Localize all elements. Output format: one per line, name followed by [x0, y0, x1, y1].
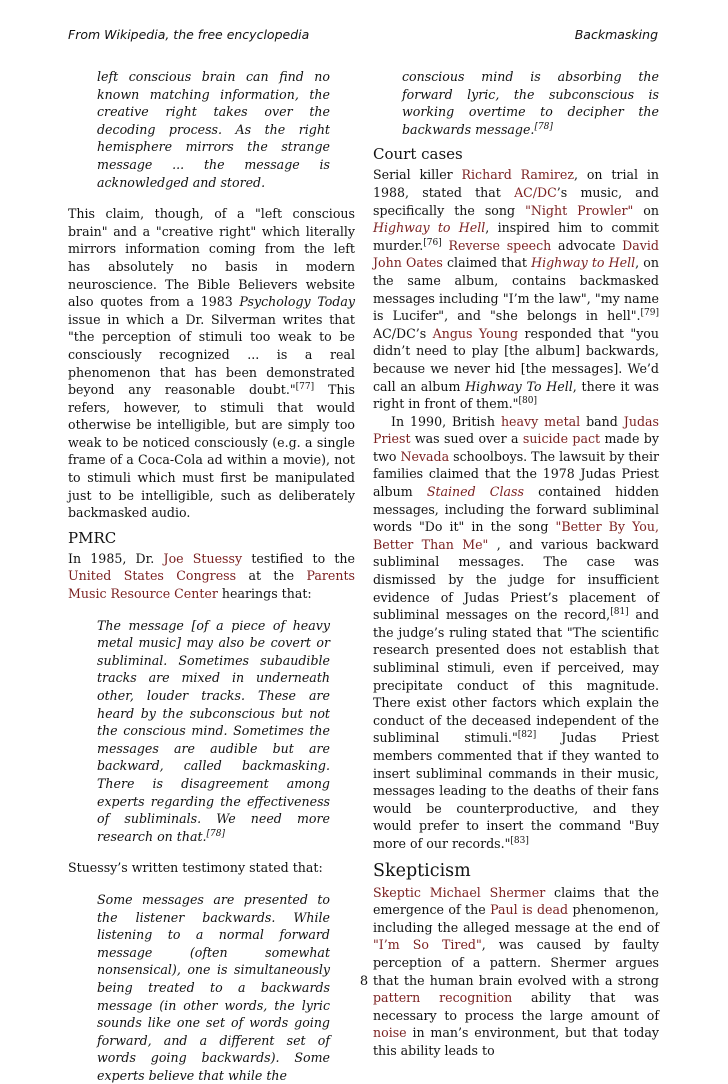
- citation-ref[interactable]: [79]: [640, 308, 659, 319]
- paragraph-testimony: Stuessy’s written testimony stated that:: [68, 860, 323, 876]
- citation-ref[interactable]: [76]: [423, 237, 442, 248]
- link-joe-stuessy[interactable]: Joe Stuessy: [163, 550, 243, 566]
- page-header: [68, 27, 658, 42]
- link-skeptic[interactable]: Skeptic: [373, 884, 421, 900]
- link-pattern-recognition[interactable]: pattern recognition: [373, 990, 513, 1006]
- paragraph-judas-priest: In 1990, British heavy metal band Judas Priest was sued over a suicide pact made by two Nevada schoolboys. The lawsuit by their families claimed that the 1978 Judas Priest album Stained Class contained hidden messages, including the forward subliminal words "Do it" in the song "Better By You, Better Than Me" , and various backward subliminal messages. The case was dismissed by the judge for insufficient evidence of Judas Priest’s placement of subliminal messages on the record,[81] and the judge’s ruling stated that "The scientific research presented does not establish that subliminal stimuli, even if perceived, may precipitate conduct of this magnitude. There exist other factors which explain the conduct of the deceased independent of the subliminal stimuli."[82] Judas Priest members commented that if they wanted to insert subliminal commands in their music, messages leading to the deaths of their fans would be counterproductive, and they would prefer to insert the command "Buy more of our records."[83]: [373, 413, 660, 851]
- paragraph-ramirez: Serial killer Richard Ramirez, on trial in 1988, stated that AC/DC’s music, and specifically the song "Night Prowler" on Highway to Hell, inspired him to commit murder.[76] Reverse speech advocate David John Oates claimed that Highway to Hell, on the same album, contains backmasked messages including "I’m the law", "my name is Lucifer", and "she belongs in hell".[79] AC/DC’s Angus Young responded that "you didn’t need to play [the album] backwards, because we never hid [the messages]. We’d call an album Highway To Hell, there it was right in front of them."[80]: [373, 167, 659, 412]
- link-judas-priest[interactable]: Judas Priest: [373, 413, 659, 447]
- paragraph-claim: This claim, though, of a "left conscious brain" and a "creative right" which literally mirrors information coming from the left has absolutely no basis in modern neuroscience. The Bible Believers website also quotes from a 1983 Psychology Today issue in which a Dr. Silverman writes that "the perception of stimuli too weak to be consciously recognized ... is a real phenomenon that has been demonstrated beyond any reasonable doubt."[77] This refers, however, to stimuli that would otherwise be intelligible, but are simply too weak to be noticed consciously (e.g. a single frame of a Coca-Cola ad within a movie), not to stimuli which must first be manipulated just to be intelligible, such as deliberately backmasked audio.: [68, 206, 356, 521]
- link-nevada[interactable]: Nevada: [400, 448, 450, 464]
- right-column: [373, 68, 659, 1059]
- blockquote-brain: left conscious brain can find no known matching information, the creative right takes over the decoding process. As the right hemisphere mirrors the strange message ... the message is acknowledged and stored.: [97, 69, 330, 190]
- link-night-prowler[interactable]: "Night Prowler": [525, 202, 634, 218]
- blockquote-continued: conscious mind is absorbing the forward lyric, the subconscious is working overtime to decipher the backwards message.[78]: [402, 69, 659, 137]
- link-angus-young[interactable]: Angus Young: [432, 325, 519, 341]
- citation-ref[interactable]: [78]: [534, 121, 553, 132]
- link-highway-to-hell-2[interactable]: Highway to Hell: [531, 255, 636, 271]
- citation-ref[interactable]: [83]: [510, 835, 529, 846]
- page-number: 8: [359, 974, 369, 989]
- blockquote-testimony: Some messages are presented to the listener backwards. While listening to a normal forward message (often somewhat nonsensical), one is simultaneously being treated to a backwards message (in other words, the lyric sounds like one set of words going forward, and a different set of words going backwards). Some experts believe that while the: [97, 891, 330, 1083]
- link-im-so-tired[interactable]: "I’m So Tired": [373, 937, 482, 953]
- link-acdc[interactable]: AC/DC: [514, 184, 557, 200]
- link-reverse-speech[interactable]: Reverse speech: [448, 237, 552, 253]
- link-suicide-pact[interactable]: suicide pact: [522, 431, 601, 447]
- link-david-john-oates[interactable]: David John Oates: [373, 237, 659, 271]
- link-noise[interactable]: noise: [373, 1025, 407, 1041]
- section-heading-court-cases: Court cases: [373, 145, 463, 164]
- section-heading-pmrc: PMRC: [68, 528, 117, 547]
- citation-ref[interactable]: [77]: [295, 382, 315, 393]
- paragraph-skepticism: Skeptic Michael Shermer claims that the emergence of the Paul is dead phenomenon, including the alleged message at the end of "I’m So Tired", was caused by faulty perception of a pattern. Shermer argues that the human brain evolved with a strong pattern recognition ability that was necessary to process the large amount of noise in man’s environment, but that today this ability leads to: [373, 884, 659, 1058]
- header-article-title: Backmasking: [574, 27, 658, 42]
- section-heading-skepticism: Skepticism: [373, 860, 471, 881]
- paragraph-pmrc: In 1985, Dr. Joe Stuessy testified to the United States Congress at the Parents Music Resource Center hearings that:: [68, 550, 355, 602]
- link-heavy-metal[interactable]: heavy metal: [500, 413, 581, 429]
- link-stained-class[interactable]: Stained Class: [426, 484, 524, 500]
- link-paul-is-dead[interactable]: Paul is dead: [490, 902, 569, 918]
- citation-ref[interactable]: [80]: [518, 396, 537, 407]
- citation-ref[interactable]: [81]: [610, 607, 629, 618]
- link-better-by-you[interactable]: "Better By You, Better Than Me": [373, 519, 660, 552]
- link-us-congress[interactable]: United States Congress: [68, 568, 237, 584]
- link-richard-ramirez[interactable]: Richard Ramirez: [461, 167, 574, 183]
- left-column: [68, 68, 355, 1084]
- citation-ref[interactable]: [78]: [206, 828, 226, 839]
- header-source: From Wikipedia, the free encyclopedia: [68, 27, 310, 42]
- citation-ref[interactable]: [82]: [517, 730, 537, 741]
- link-highway-to-hell[interactable]: Highway to Hell: [373, 220, 486, 236]
- link-michael-shermer[interactable]: Michael Shermer: [429, 884, 546, 900]
- blockquote-stuessy: The message [of a piece of heavy metal music] may also be covert or subliminal. Sometimes subaudible tracks are mixed in underneath other, louder tracks. These are heard by the subconscious but not the conscious mind. Sometimes the messages are audible but are backward, called backmasking. There is disagreement among experts regarding the effectiveness of subliminals. We need more research on that.[78]: [97, 617, 330, 844]
- link-pmrc[interactable]: Parents Music Resource Center: [68, 568, 355, 602]
